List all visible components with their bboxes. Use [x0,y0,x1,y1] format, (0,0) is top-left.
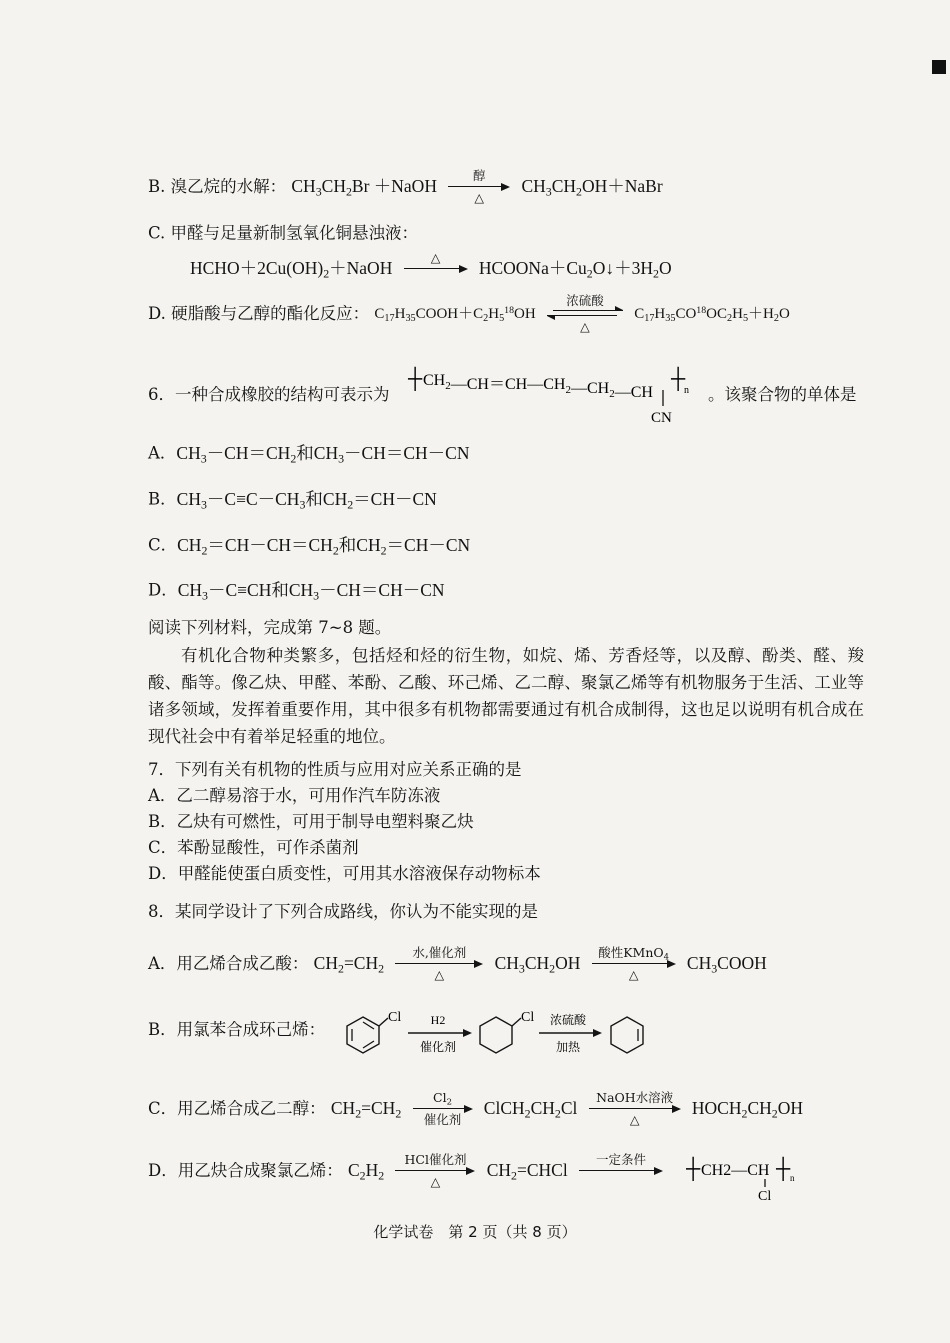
q8-option-b-route [336,1004,666,1062]
option-label: A．用乙烯合成乙酸： [148,953,309,973]
condition-top: NaOH水溶液 [596,1090,674,1105]
q8-option-a [148,947,767,981]
branch-group: CN [651,410,672,426]
condition-top: 浓硫酸 [566,293,604,308]
q8-option-d [148,1154,669,1188]
reactants: $HCHO+2Cu(OH)_2+NaOH$ [190,258,393,281]
q7-stem: 7．下列有关有机物的性质与应用对应关系正确的是 [148,760,522,779]
option-label: D． [148,580,178,600]
products: $CH_3CH_2OH+NaBr$ [521,176,663,199]
reactants: $CH_3CH_2Br$ ＋NaOH [291,176,437,199]
substance-3: $HOCH_2CH_2OH$ [691,1098,803,1121]
option-label: B． [148,489,177,509]
polymer-chain: CH2—CH [701,1162,770,1179]
products: $HCOONa+Cu_2O↓+3H_2O$ [478,258,672,281]
reaction-arrow-1 [395,947,483,981]
polyvinyl-chloride-structure [686,1147,816,1205]
reaction-arrow-1 [395,1154,475,1188]
condition-top: 酸性KMnO$_4$ [598,945,670,963]
q6-option-d [148,580,445,603]
condition-bottom: △ [430,1173,441,1189]
condition-top: 浓硫酸 [549,1013,587,1027]
q7-option-b: B．乙炔有可燃性，可用于制导电塑料聚乙炔 [148,812,474,831]
q8-option-b-label: B．用氯苯合成环己烯： [148,1020,326,1039]
reaction-arrow [404,252,468,286]
corner-mark [932,60,946,74]
reading-intro: 阅读下列材料，完成第 7~8 题。 [148,618,392,637]
condition-bottom: △ [580,318,590,334]
option-label: D．用乙炔合成聚氯乙烯： [148,1160,343,1180]
polymer-structure [405,362,705,428]
bracket-left: ┼ [408,368,423,390]
option-text: $CH_3-C\equiv C-CH_3$和$CH_2=CH-CN$ [176,489,437,512]
reaction-arrow-2 [579,1154,663,1188]
reaction-arrow [448,170,510,204]
chlorobenzene-structure [347,1010,401,1053]
branch-group: Cl [758,1189,772,1204]
subscript-n: n [790,1173,795,1183]
condition-bottom: △ [628,966,639,982]
chlorocyclohexane-structure [480,1010,534,1053]
reaction-arrow-1 [413,1092,473,1126]
option-text: $CH_3-C\equiv CH$和$CH_3-CH=CH-CN$ [177,580,445,603]
page-footer: 化学试卷 第 2 页（共 8 页） [373,1223,577,1241]
q6-option-c [148,535,471,558]
polymer-chain: $CH_2—CH=CH—CH_2—CH_2—CH$ [423,372,653,401]
condition-top: △ [430,250,441,265]
condition-bottom: △ [629,1111,640,1127]
option-label: C．用乙烯合成乙二醇： [148,1098,326,1118]
q5-option-d [148,293,790,334]
substance-3: $CH_3COOH$ [686,953,767,976]
option-text: $CH_2=CH-CH=CH_2$和$CH_2=CH-CN$ [177,535,471,558]
substance-1: $CH_2=CH_2$ [330,1098,402,1121]
substance-2: $ClCH_2CH_2Cl$ [483,1098,578,1121]
option-label: B. 溴乙烷的水解： [148,176,287,196]
reaction-arrow-2 [589,1092,681,1126]
q6-option-a [148,443,470,466]
substance-1: $CH_2=CH_2$ [313,953,385,976]
q8-option-c [148,1092,803,1126]
bracket-right: ┼ [776,1158,791,1180]
condition-bottom: 加热 [555,1040,581,1054]
q5-option-c-label-row [148,225,418,242]
condition-bottom: 催化剂 [423,1111,462,1127]
bracket-left: ┼ [686,1158,701,1180]
arrow-1 [408,1013,472,1054]
option-label: C. 甲醛与足量新制氢氧化铜悬浊液： [148,223,419,243]
q5-option-b [148,170,663,204]
condition-top: H2 [430,1013,446,1027]
substance-2: $CH_2=CHCl$ [486,1160,568,1183]
condition-bottom: △ [474,189,485,205]
condition-top: 醇 [472,168,486,183]
q8-stem: 8．某同学设计了下列合成路线，你认为不能实现的是 [148,902,538,921]
condition-bottom: 催化剂 [419,1040,457,1054]
substance-1: $C_2H_2$ [347,1160,385,1183]
substance-2: $CH_3CH_2OH$ [494,953,581,976]
q7-option-a: A．乙二醇易溶于水，可用作汽车防冻液 [148,786,441,805]
condition-bottom: △ [434,966,445,982]
bracket-right: ┼ [671,368,686,390]
products: $C_{17}H_{35}CO^{18}OC_2H_5+H_2O$ [634,304,790,324]
chloro-label: Cl [388,1010,402,1025]
option-label: C． [148,535,178,555]
condition-top: HCl催化剂 [404,1152,467,1167]
option-text: $CH_3-CH=CH_2$和$CH_3-CH=CH-CN$ [176,443,470,466]
reading-passage: 有机化合物种类繁多，包括烃和烃的衍生物，如烷、烯、芳香烃等，以及醇、酚类、醛、羧酸、酯等。像乙炔、甲醛、苯酚、乙酸、环己烯、乙二醇、聚氯乙烯等有机物服务于生活、工业等诸多领域，发挥着重要作用，其中很多有机物都需要通过有机合成制得，这也足以说明有机合成在现代社会中有着举足轻重的地位。 [148,646,864,746]
q6-stem-pre: 6．一种合成橡胶的结构可表示为 [148,385,390,404]
reaction-arrow-2 [592,947,676,981]
condition-top: $Cl_2$ [433,1090,453,1108]
arrow-2 [539,1012,602,1054]
q7-option-c: C．苯酚显酸性，可作杀菌剂 [148,838,359,857]
condition-top: 一定条件 [595,1152,646,1167]
reversible-arrow [547,293,623,334]
q7-option-d: D．甲醛能使蛋白质变性，可用其水溶液保存动物标本 [148,864,541,883]
svg-text:Cl: Cl [521,1010,535,1025]
option-label: A． [148,443,177,463]
subscript-n: n [684,385,689,396]
option-label: D. 硬脂酸与乙醇的酯化反应： [148,303,370,323]
cyclohexene-structure [611,1017,643,1053]
q6-stem-post: 。该聚合物的单体是 [708,385,857,404]
q6-option-b [148,489,437,512]
q5-option-c-equation [190,252,672,286]
reactants: $C_{17}H_{35}COOH+C_2H_5^{18}OH$ [374,304,536,324]
condition-top: 水,催化剂 [412,945,467,960]
